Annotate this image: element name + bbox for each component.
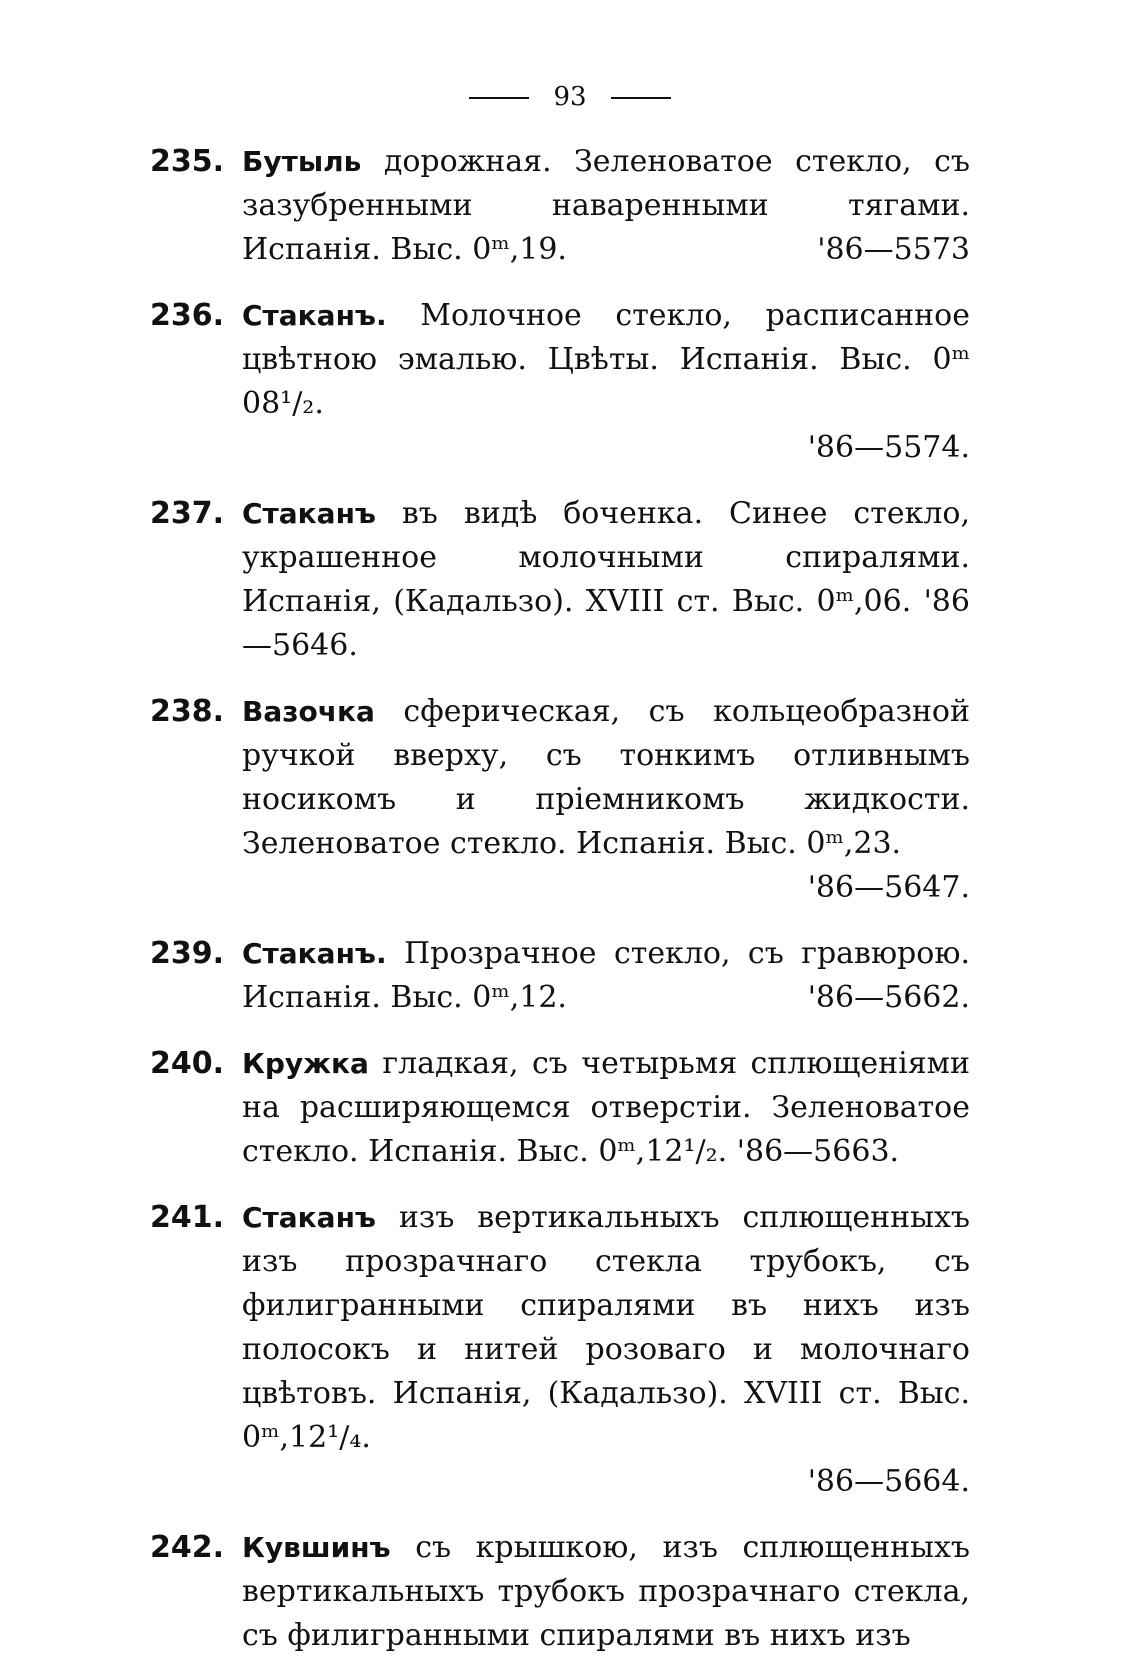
catalog-entry: [150, 690, 970, 910]
inventory-number: '86—5647.: [807, 870, 970, 905]
page-number: 93: [553, 82, 587, 112]
entry-title: Стаканъ.: [242, 937, 387, 970]
entry-text: дорожная. Зеленоватое стекло, съ зазубренными наваренными тягами. Испанія. Выс. 0ᵐ,19.: [242, 144, 971, 267]
entry-number: 235.: [150, 144, 225, 179]
entry-text: Молочное стекло, расписанное цвѣтною эмалью. Цвѣты. Испанія. Выс. 0ᵐ 08¹/₂.: [242, 298, 970, 421]
entry-text: гладкая, съ четырьмя сплющеніями на расширяющемся отверстіи. Зеленоватое стекло. Испанія. Выс. 0ᵐ,12¹/₂.: [242, 1046, 970, 1169]
entry-number: 242.: [150, 1530, 225, 1565]
catalog-entry: [150, 932, 970, 1020]
entry-text: въ видѣ боченка. Синее стекло, украшенное молочными спиралями. Испанія, (Кадальзо). XVIII ст. Выс. 0ᵐ,06.: [242, 496, 970, 619]
entry-body: [242, 1042, 970, 1174]
header-rule-left: [469, 97, 529, 99]
entry-title: Бутыль: [242, 145, 362, 178]
inventory-number: '86—5662.: [807, 980, 970, 1015]
entry-title: Стаканъ: [242, 497, 376, 530]
entry-number: 237.: [150, 496, 225, 531]
entry-title: Кувшинъ: [242, 1531, 391, 1564]
catalog-entry: [150, 140, 970, 272]
entry-text: изъ вертикальныхъ сплющенныхъ изъ прозрачнаго стекла трубокъ, съ филигранными спиралями въ нихъ изъ полосокъ и нитей розоваго и молочнаго цвѣтовъ. Испанія, (Кадальзо). XVIII ст. Выс. 0ᵐ,12¹/₄.: [242, 1200, 970, 1455]
entry-body: [242, 1196, 970, 1504]
entry-text: Прозрачное стекло, съ гравюрою. Испанія. Выс. 0ᵐ,12.: [242, 936, 970, 1015]
entry-body: [242, 294, 970, 470]
entry-body: [242, 1526, 970, 1658]
entry-title: Стаканъ.: [242, 299, 387, 332]
inventory-number: '86—5664.: [807, 1464, 970, 1499]
catalog-entry: [150, 1042, 970, 1174]
entry-number: 241.: [150, 1200, 225, 1235]
inventory-number: '86—5646.: [242, 584, 970, 663]
entry-body: [242, 932, 970, 1020]
entry-text: сферическая, съ кольцеобразной ручкой вверху, съ тонкимъ отливнымъ носикомъ и пріемникомъ жидкости. Зеленоватое стекло. Испанія. Выс. 0ᵐ,23.: [242, 694, 970, 861]
catalog-entry: [150, 492, 970, 668]
entry-title: Стаканъ: [242, 1201, 376, 1234]
catalog-entry: [150, 1196, 970, 1504]
entry-number: 238.: [150, 694, 225, 729]
inventory-number: '86—5573: [817, 232, 970, 267]
catalog-entry: [150, 294, 970, 470]
inventory-number: '86—5574.: [807, 430, 970, 465]
entry-body: [242, 492, 970, 668]
entry-body: [242, 140, 970, 272]
entry-number: 240.: [150, 1046, 225, 1081]
page-header: [0, 82, 1140, 112]
entry-body: [242, 690, 970, 910]
inventory-number: '86—5663.: [736, 1134, 900, 1169]
entry-number: 236.: [150, 298, 225, 333]
entry-text: съ крышкою, изъ сплющенныхъ вертикальныхъ трубокъ прозрачнаго стекла, съ филигранными спиралями въ нихъ изъ: [242, 1530, 970, 1653]
header-rule-right: [611, 97, 671, 99]
entry-number: 239.: [150, 936, 225, 971]
catalog-entry: [150, 1526, 970, 1658]
entry-title: Вазочка: [242, 695, 375, 728]
entry-title: Кружка: [242, 1047, 369, 1080]
catalog-entries: [150, 140, 970, 1680]
